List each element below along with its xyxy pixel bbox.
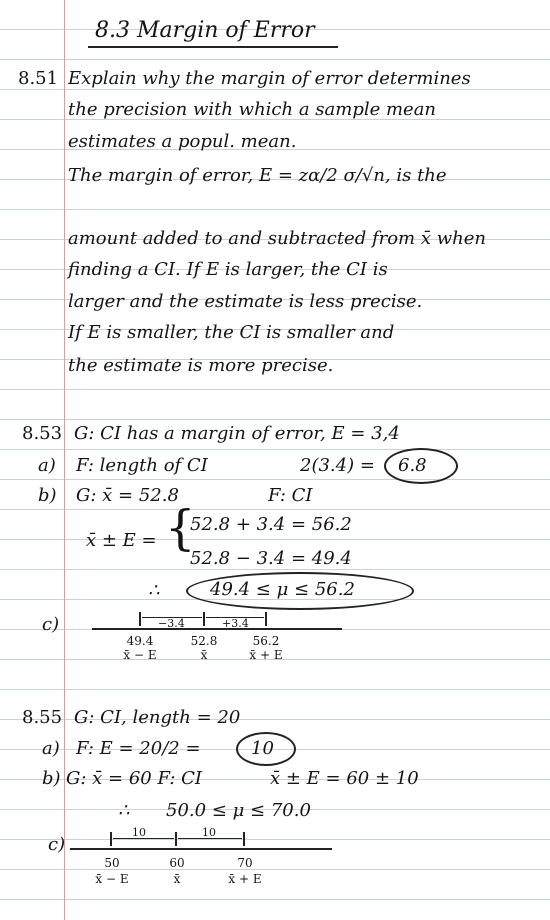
number-line-tick xyxy=(203,612,205,626)
part-a-text: F: E = 20/2 = xyxy=(76,738,201,759)
ci-interval: 49.4 ≤ μ ≤ 56.2 xyxy=(210,579,355,600)
problem-number-853: 8.53 xyxy=(22,423,63,444)
title-underline xyxy=(88,46,338,48)
problem-851-line: larger and the estimate is less precise. xyxy=(68,291,423,312)
part-a-answer: 6.8 xyxy=(398,455,427,476)
point-label: x̄ xyxy=(200,648,208,662)
part-a-label: a) xyxy=(42,738,60,759)
number-line xyxy=(92,628,342,630)
point-label: x̄ − E xyxy=(123,648,157,662)
number-line-tick xyxy=(265,612,267,626)
brace-symbol: { xyxy=(165,500,196,556)
right-arrow-label: 10 xyxy=(202,826,216,839)
ci-interval: 50.0 ≤ μ ≤ 70.0 xyxy=(166,800,311,821)
part-b-find: F: CI xyxy=(268,485,313,506)
number-line-tick xyxy=(110,832,112,846)
point-label: x̄ − E xyxy=(95,872,129,886)
number-line-tick xyxy=(243,832,245,846)
point-value: 70 xyxy=(237,856,253,870)
part-c-label: c) xyxy=(48,834,66,855)
problem-855-given: G: CI, length = 20 xyxy=(74,707,241,728)
therefore-symbol: ∴ xyxy=(148,580,160,601)
part-c-label: c) xyxy=(42,614,60,635)
part-a-calc: 2(3.4) = xyxy=(300,455,375,476)
page-margin-line xyxy=(64,0,65,920)
left-arrow-label: −3.4 xyxy=(158,617,185,630)
left-arrow-label: 10 xyxy=(132,826,146,839)
problem-851-line: amount added to and subtracted from x̄ when xyxy=(68,228,486,249)
problem-851-line: the precision with which a sample mean xyxy=(68,99,437,120)
problem-851-line: Explain why the margin of error determines xyxy=(68,68,471,89)
part-b-calc: x̄ ± E = 60 ± 10 xyxy=(270,768,419,789)
number-line xyxy=(70,848,332,850)
problem-851-line: If E is smaller, the CI is smaller and xyxy=(68,322,395,343)
point-value: 60 xyxy=(169,856,185,870)
ci-lower-calc: 52.8 − 3.4 = 49.4 xyxy=(190,548,352,569)
number-line-tick xyxy=(139,612,141,626)
right-arrow-label: +3.4 xyxy=(222,617,249,630)
part-a-text: F: length of CI xyxy=(76,455,208,476)
part-a-answer: 10 xyxy=(251,738,274,759)
therefore-symbol: ∴ xyxy=(118,800,130,821)
ci-formula: x̄ ± E = xyxy=(86,530,157,551)
part-b-text: G: x̄ = 52.8 xyxy=(76,485,179,506)
ci-upper-calc: 52.8 + 3.4 = 56.2 xyxy=(190,514,352,535)
point-value: 50 xyxy=(104,856,120,870)
point-label: x̄ + E xyxy=(249,648,283,662)
problem-851-line: The margin of error, E = zα/2 σ/√n, is the xyxy=(68,165,447,186)
part-b-label: b) xyxy=(38,485,57,506)
point-label: x̄ + E xyxy=(228,872,262,886)
problem-853-given: G: CI has a margin of error, E = 3,4 xyxy=(74,423,400,444)
point-value: 52.8 xyxy=(190,634,218,648)
point-label: x̄ xyxy=(173,872,181,886)
problem-number-855: 8.55 xyxy=(22,707,63,728)
page-title: 8.3 Margin of Error xyxy=(95,18,315,43)
point-value: 56.2 xyxy=(252,634,280,648)
part-a-label: a) xyxy=(38,455,56,476)
problem-number-851: 8.51 xyxy=(18,68,59,89)
point-value: 49.4 xyxy=(126,634,154,648)
problem-851-line: the estimate is more precise. xyxy=(68,355,334,376)
problem-851-line: finding a CI. If E is larger, the CI is xyxy=(68,259,388,280)
part-b-label: b) xyxy=(42,768,61,789)
problem-851-line: estimates a popul. mean. xyxy=(68,131,297,152)
number-line-tick xyxy=(175,832,177,846)
part-b-text: G: x̄ = 60 F: CI xyxy=(66,768,202,789)
